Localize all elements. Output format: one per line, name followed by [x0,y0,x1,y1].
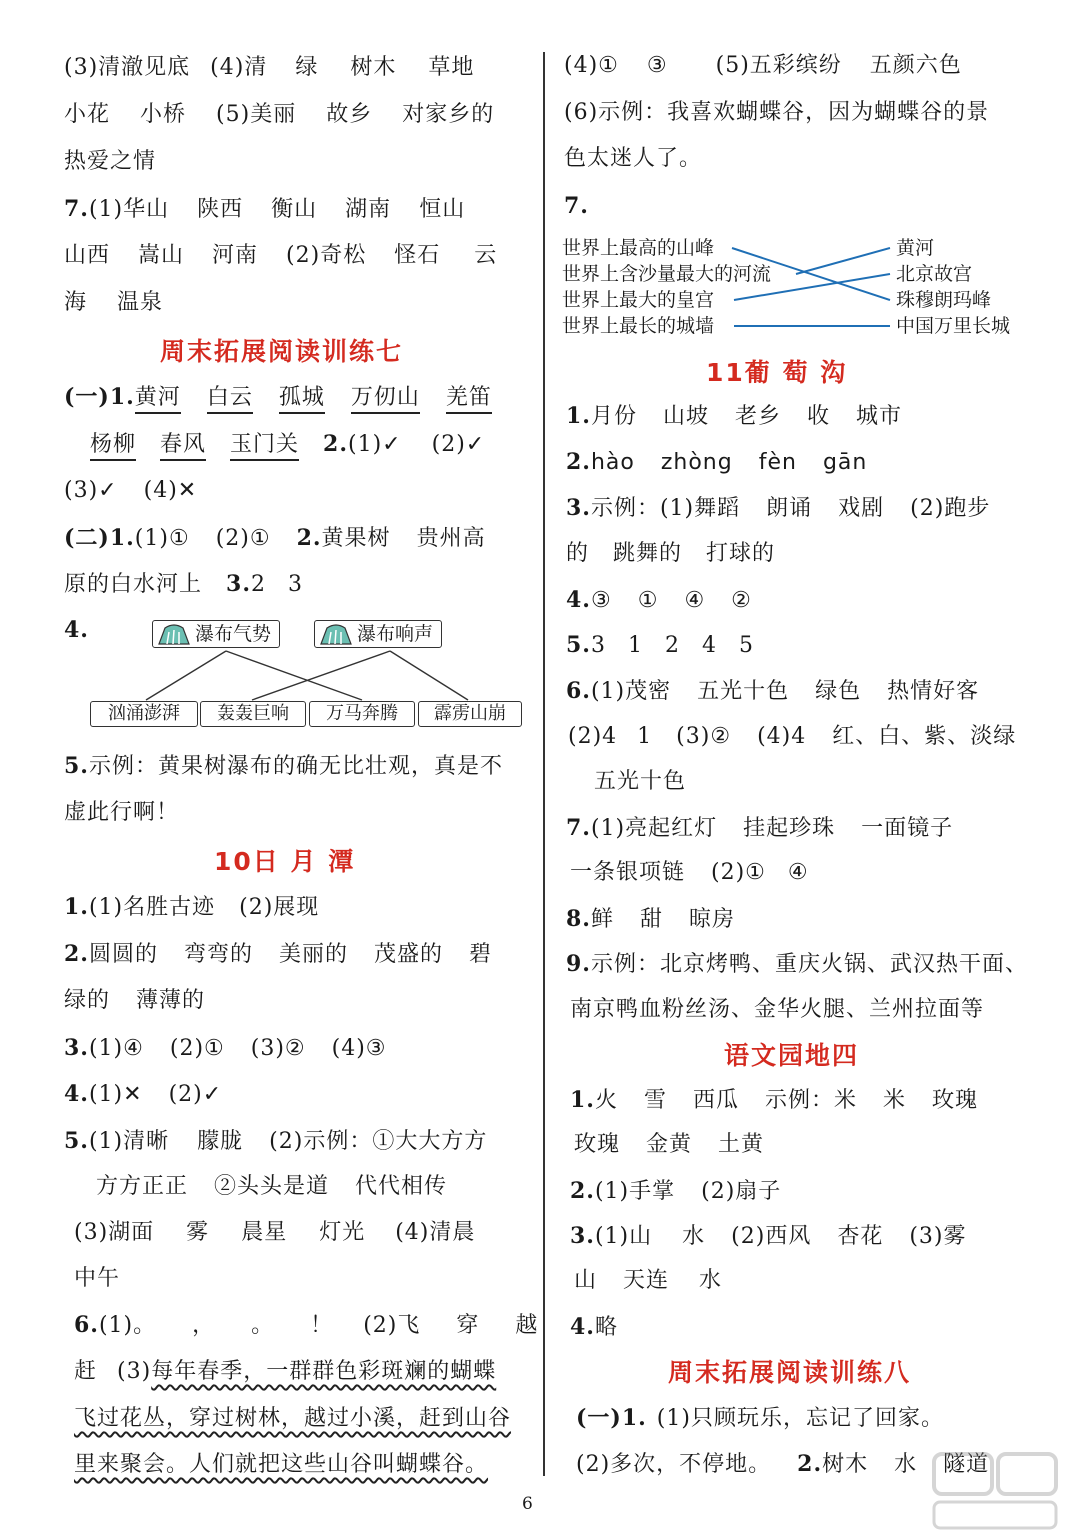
answer-text: (1)清晰 [88,1129,170,1154]
answer-text: (1)④ [88,1036,144,1061]
question-number: 7. [564,193,589,219]
answer-line [594,768,686,796]
answer-text: 晾房 [689,907,736,932]
answer-text: 5 [738,633,754,658]
answer-text: 雪 [643,1088,667,1113]
answer-text: 米 [883,1088,907,1113]
tag-label: 瀑布响声 [357,623,434,645]
answer-text: 土黄 [718,1132,765,1157]
answer-text: ！ [310,1313,334,1338]
underlined-word: 玉门关 [230,432,299,461]
answer-text: 水 [894,1452,918,1477]
question-number: 7. [64,196,89,222]
answer-text: 嵩山 [138,243,185,268]
answer-text: 茂盛的 [374,942,444,967]
question-number: 9. [566,951,591,977]
section-title-lesson-10 [214,846,355,878]
question-number: 4. [64,617,89,643]
answer-text: 晨星 [241,1220,288,1245]
practice-8-q1 [576,1404,944,1433]
answer-text: 戏剧 [838,496,885,521]
match-right-item: 中国万里长城 [896,315,1011,337]
answer-line [74,1405,511,1433]
answer-text: 小花 [64,102,111,127]
answer-text: 收 [807,404,831,429]
question-number: 6. [566,678,591,704]
answer-text: 4 [701,633,717,658]
answer-text: (4)① [564,53,619,78]
answer-text: 灯光 [319,1220,366,1245]
question-number: 5. [64,1128,89,1154]
answer-text: 示例：黄果树瀑布的确无比壮观，真是不 [88,754,503,779]
match-connector-lines [548,220,1065,350]
lesson-11-q1 [566,402,902,431]
question-number: 3. [570,1223,595,1249]
question-number: 7. [566,815,591,841]
lesson-title: 葡 萄 沟 [744,358,848,387]
answer-text: 故乡 [326,102,373,127]
answer-text: 打球的 [706,541,776,566]
question-number: 5. [64,753,89,779]
answer-text: 示例：米 [765,1088,858,1113]
answer-line [564,145,702,173]
answer-text: 略 [594,1315,618,1340]
match-right-item: 北京故宫 [896,263,973,285]
answer-text: 红、白、紫、淡绿 [832,724,1017,749]
answer-text: ③ [590,588,612,613]
answer-text: 海 [64,290,88,315]
answer-text: 五光十色 [697,679,790,704]
answer-text: (2)奇松 [286,243,367,268]
answer-text: (4)清晨 [395,1220,476,1245]
answer-text: 河南 [212,243,259,268]
answer-text: 金黄 [646,1132,693,1157]
pinyin-text: zhòng [660,450,733,475]
answer-text: (3)雾 [909,1224,967,1249]
answer-text: (3)② [676,724,732,749]
answer-text: (1)✓ [348,432,402,457]
answer-text: (4)清 [210,55,268,80]
answer-text: (2)飞 [363,1313,421,1338]
part-label: (一) [64,384,110,410]
question-number: 2. [566,449,591,475]
lesson-11-q9 [566,950,1028,979]
lesson-10-q3 [64,1034,387,1063]
question-number: 1. [64,894,89,920]
answer-line [74,1451,488,1479]
lesson-title: 日 月 潭 [252,847,356,876]
answer-text: (1)只顾玩乐，忘记了回家。 [656,1406,944,1431]
underlined-word: 杨柳 [90,432,136,461]
underlined-word: 万仞山 [351,385,420,414]
underlined-word: 春风 [160,432,206,461]
question-number: 3. [226,571,251,597]
answer-text: 一条银项链 [570,860,686,885]
phrase-box: 轰轰巨响 [200,701,306,727]
answer-text: 色太迷人了。 [564,146,703,171]
question-number: 1. [109,384,135,410]
question-5 [64,752,503,781]
answer-text: 穿 [456,1313,480,1338]
answer-text: 圆圆的 [88,942,158,967]
answer-text: 玫瑰 [574,1132,621,1157]
question-number: 1. [566,403,591,429]
answer-text: 黄果树 [321,526,391,551]
answer-text: (1)茂密 [590,679,672,704]
answer-line [64,987,205,1015]
answer-text: (2)示例：①大大方方 [269,1129,488,1154]
answer-text: 城市 [856,404,903,429]
answer-text: 西瓜 [693,1088,740,1113]
garden-q1 [570,1086,978,1115]
underlined-word: 白云 [207,385,253,414]
answer-text: 示例：(1)舞蹈 [590,496,741,521]
answer-line [74,1358,496,1386]
section-title-practice-8: 周末拓展阅读训练八 [668,1358,912,1387]
answer-text: 水 [682,1224,706,1249]
answer-text: 贵州高 [416,526,486,551]
answer-text: 五颜六色 [869,53,962,78]
answer-line [96,1173,447,1201]
lesson-10-q6 [74,1311,538,1340]
lesson-11-q2 [566,448,867,477]
answer-text: ②头头是道 [214,1174,330,1199]
answer-text: (2)✓ [431,432,486,457]
answer-text: (6)示例：我喜欢蝴蝶谷，因为蝴蝶谷的景 [564,100,990,125]
answer-text: 湖南 [345,197,392,222]
match-right-item: 黄河 [896,237,935,259]
lesson-10-q1 [64,893,319,922]
answer-text: 绿的 [64,988,111,1013]
lesson-11-q7 [566,814,953,843]
answer-text: 怪石 [394,243,441,268]
answer-line [570,859,809,887]
answer-text: 挂起珍珠 [743,816,836,841]
answer-text: 一面镜子 [861,816,954,841]
answer-text: 树木 [350,55,397,80]
answer-text: (3)湖面 [74,1220,155,1245]
answer-text: 弯弯的 [183,942,253,967]
column-divider [543,52,545,1476]
lesson-11-q4 [566,586,752,615]
answer-text: 山 [574,1268,598,1293]
question-number: 2. [570,1178,595,1204]
answer-text: 碧 [469,942,493,967]
section-title-language-garden-4: 语文园地四 [724,1041,860,1070]
tag-label: 瀑布气势 [195,623,272,645]
answer-text: (5)五彩缤纷 [715,53,842,78]
answer-text: 3 [287,572,303,597]
answer-text: (2)展现 [239,895,320,920]
answer-text: (2)西风 [731,1224,812,1249]
pinyin-text: gān [822,450,868,475]
answer-text: (4)4 [757,724,807,749]
answer-text: 越 [515,1313,539,1338]
answer-text: 老乡 [735,404,782,429]
lesson-number: 10 [214,847,253,876]
matching-lines [0,0,540,720]
question-number: 1. [570,1087,595,1113]
question-number: 2. [296,525,322,551]
page-number: 6 [522,1494,533,1514]
answer-text: 温泉 [117,290,164,315]
lesson-10-q2 [64,940,492,969]
answer-text: (2)多次，不停地。 [576,1452,772,1477]
answer-text: (2)跑步 [910,496,991,521]
garden-q2 [570,1177,781,1206]
wavy-underlined-text: 每年春季，一群群色彩斑斓的蝴蝶 [151,1359,497,1384]
answer-text: ① [637,588,659,613]
garden-q3 [570,1222,967,1251]
pinyin-text: hào [590,450,635,475]
answer-text: (1)亮起红灯 [590,816,718,841]
section-title-practice-7: 周末拓展阅读训练七 [160,337,404,366]
answer-text: 2 [664,633,680,658]
phrase-box: 万马奔腾 [309,701,415,727]
answer-line [64,799,179,827]
answer-line [564,52,962,80]
answer-text: (1)名胜古迹 [88,895,216,920]
answer-text: 小桥 [140,102,187,127]
answer-text: 火 [594,1088,618,1113]
pinyin-text: fèn [758,450,797,475]
answer-line [568,723,1016,751]
answer-text: (1)华山 [88,197,170,222]
answer-text: (1)山 [594,1224,653,1249]
lesson-10-q5 [64,1127,487,1156]
answer-text: 南京鸭血粉丝汤、金华火腿、兰州拉面等 [570,997,985,1022]
answer-text: 朦胧 [197,1129,244,1154]
wavy-underlined-text: 飞过花丛，穿过树林，越过小溪，赶到山谷 [74,1406,512,1431]
phrase-box: 霹雳山崩 [418,701,522,727]
answer-text: (2)✓ [168,1082,223,1107]
answer-text: (3) [117,1359,152,1384]
answer-line [574,1131,764,1159]
answer-line [576,1450,989,1479]
answer-text: 恒山 [419,197,466,222]
match-right-item: 珠穆朗玛峰 [896,289,992,311]
question-number: 2. [323,431,349,457]
question-number: 4. [570,1314,595,1340]
answer-text: 陕西 [197,197,244,222]
answer-text: 方方正正 [96,1174,189,1199]
answer-text: 月份 [590,404,637,429]
watermark-logo-icon [930,1450,1060,1532]
answer-text: 天连 [623,1268,670,1293]
answer-text: 五光十色 [594,769,687,794]
question-number: 5. [566,632,591,658]
answer-text: (2)① [215,526,271,551]
question-number: 6. [74,1312,99,1338]
answer-text: (3)✓ [64,478,118,503]
answer-text: (2)① [711,860,766,885]
answer-text: 。 [251,1313,275,1338]
question-number: 1. [621,1405,647,1431]
underlined-word: 孤城 [279,385,325,414]
question-number: 2. [64,941,89,967]
lesson-10-q4 [64,1080,222,1109]
answer-text: 绿色 [815,679,862,704]
lesson-number: 11 [706,358,745,387]
answer-text: (1)① [134,526,190,551]
answer-text: 雾 [186,1220,210,1245]
answer-text: 代代相传 [355,1174,448,1199]
answer-text: 云 [474,243,498,268]
lesson-11-q6 [566,677,979,706]
answer-text: 跳舞的 [613,541,683,566]
question-7-label [564,192,589,221]
answer-text: 水 [699,1268,723,1293]
answer-text: 对家乡的 [402,102,495,127]
answer-text: 热情好客 [887,679,980,704]
question-number: 2. [797,1451,823,1477]
answer-text: (2)扇子 [701,1179,782,1204]
answer-text: 隧道 [943,1452,990,1477]
answer-text: 衡山 [271,197,318,222]
answer-text: (2)4 [568,724,618,749]
lesson-11-q8 [566,905,735,934]
answer-text: (4)✕ [143,478,198,503]
answer-text: (3)清澈见底 [64,55,191,80]
question-number: 8. [566,906,591,932]
answer-text: (4)③ [331,1036,387,1061]
answer-text: 3 [590,633,606,658]
answer-text: 绿 [295,55,319,80]
answer-text: 草地 [428,55,475,80]
answer-text: (1)。 [98,1313,157,1338]
underlined-word: 黄河 [135,385,181,414]
answer-text: 甜 [639,907,663,932]
answer-text: 鲜 [590,907,614,932]
answer-text: 原的白水河上 [64,572,203,597]
question-number: 4. [64,1081,89,1107]
answer-text: ③ [646,53,668,78]
answer-text: (1)✕ [88,1082,143,1107]
answer-text: (5)美丽 [216,102,297,127]
answer-text: ② [731,588,752,613]
answer-text: 玫瑰 [932,1088,979,1113]
part-label: (一) [576,1405,622,1431]
answer-text: 赶 [74,1359,98,1384]
question-number: 4. [566,587,591,613]
underlined-word: 羌笛 [446,385,492,414]
answer-line [574,1267,722,1295]
section-title-lesson-11 [706,357,847,389]
answer-text: 薄薄的 [136,988,206,1013]
answer-text: 1 [627,633,643,658]
question-number: 3. [64,1035,89,1061]
question-number: 1. [109,525,135,551]
answer-text: 虚此行啊！ [64,800,180,825]
answer-line [570,996,984,1024]
answer-text: (3)② [250,1036,306,1061]
answer-text: (2)① [169,1036,225,1061]
part-label: (二) [64,525,110,551]
answer-text: ， [192,1313,216,1338]
lesson-11-q5 [566,631,754,660]
answer-text: 的 [566,541,590,566]
answer-text: 朗诵 [766,496,813,521]
match-left-item: 世界上最大的皇宫 [562,289,715,311]
answer-text: 美丽的 [279,942,349,967]
answer-text: 2 [250,572,266,597]
answer-line [74,1219,475,1247]
answer-text: ④ [787,860,809,885]
lesson-11-q3 [566,494,990,523]
answer-text: 热爱之情 [64,149,157,174]
match-left-item: 世界上最长的城墙 [562,315,715,337]
wavy-underlined-text: 里来聚会。人们就把这些山谷叫蝴蝶谷。 [74,1452,489,1477]
answer-line [566,540,775,568]
answer-text: 1 [637,724,653,749]
answer-text: 山坡 [662,404,709,429]
garden-q4 [570,1313,618,1342]
match-left-item: 世界上最高的山峰 [562,237,715,259]
answer-text: 杏花 [837,1224,884,1249]
answer-text: 树木 [822,1452,869,1477]
phrase-box: 汹涌澎湃 [90,701,198,727]
match-left-item: 世界上含沙量最大的河流 [562,263,772,285]
answer-text: 示例：北京烤鸭、重庆火锅、武汉热干面、 [590,952,1028,977]
answer-line [74,1265,120,1293]
answer-text: ④ [684,588,706,613]
answer-line [564,99,989,127]
question-number: 3. [566,495,591,521]
answer-text: 中午 [74,1266,121,1291]
answer-text: 山西 [64,243,111,268]
answer-text: (1)手掌 [594,1179,676,1204]
